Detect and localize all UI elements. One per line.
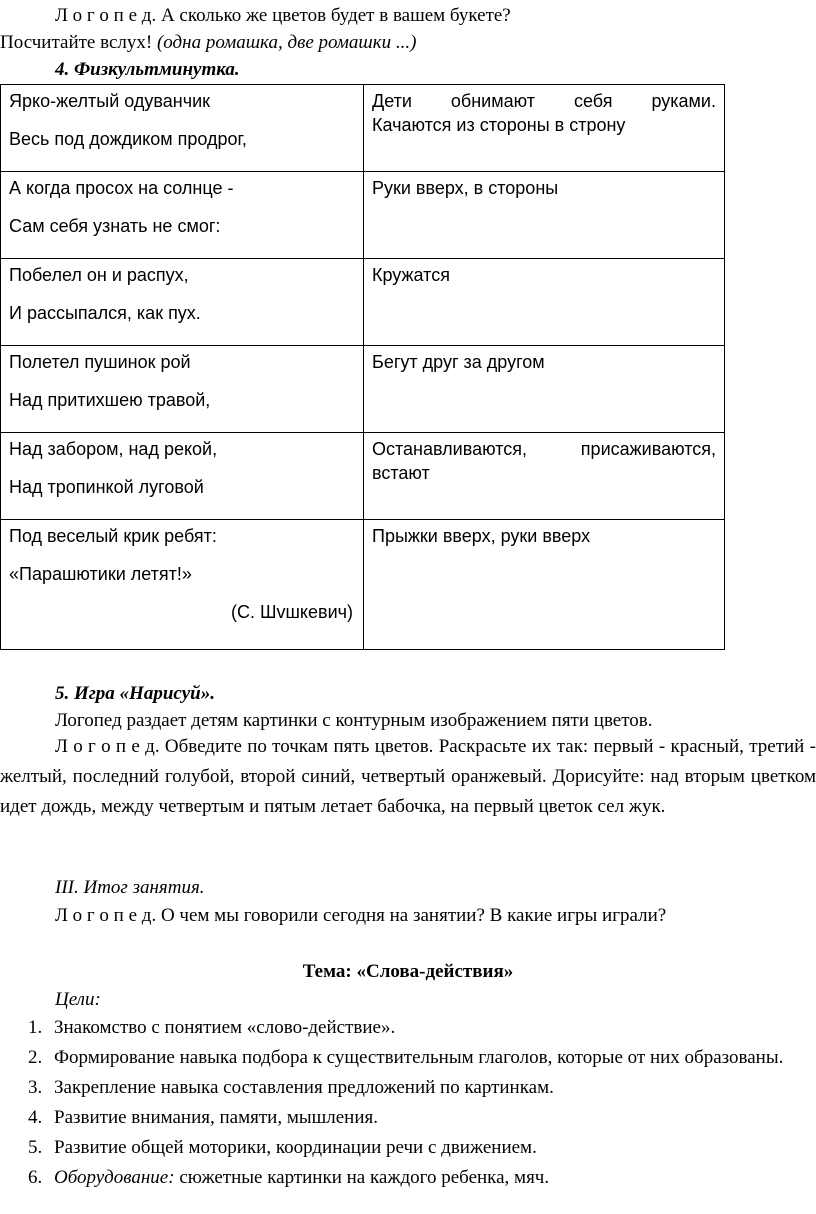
action-line: Останавливаются, присаживаются, [372, 439, 716, 459]
table-row [1, 172, 725, 259]
table-row [1, 520, 725, 650]
goal-text: Развитие общей моторики, координации речи с движением. [54, 1137, 537, 1158]
verse-line: Ярко-желтый одуванчик [9, 91, 211, 111]
goals-list [0, 1014, 816, 1191]
table-cell-action [364, 259, 725, 346]
list-item: 3. Закрепление навыка составления предложений по картинкам. [28, 1077, 554, 1098]
table-row [1, 259, 725, 346]
verse-line: Весь под дождиком продрог, [9, 129, 247, 149]
warmup-table [0, 84, 725, 650]
table-cell-verse [1, 520, 364, 650]
goal-text: Развитие внимания, памяти, мышления. [54, 1107, 379, 1128]
action-line: встают [372, 463, 430, 483]
goal-text: Закрепление навыка составления предложений по картинкам. [54, 1077, 554, 1098]
equipment-text: сюжетные картинки на каждого ребенка, мяч. [174, 1167, 550, 1188]
verse-line: А когда просох на солнце - [9, 178, 234, 198]
poem-author: (С. Шvшкевич) [230, 602, 353, 622]
action-line: Бегут друг за другом [372, 352, 545, 372]
summary-question: Л о г о п е д. О чем мы говорили сегодня на занятии? В какие игры играли? [55, 905, 667, 926]
intro-line: Л о г о п е д. А сколько же цветов будет в вашем букете? [55, 5, 511, 26]
table-cell-verse [1, 346, 364, 433]
table-cell-action [364, 85, 725, 172]
table-row [1, 346, 725, 433]
table-cell-action [364, 520, 725, 650]
table-row [1, 85, 725, 172]
equipment-label: Оборудование: [54, 1167, 175, 1188]
game-instruction: Л о г о п е д. Обведите по точкам пять цветов. Раскрасьте их так: первый - красный, третий - желтый, последний голубой, второй синий, четвертый оранжевый. Дорисуйте: над вторым цветком идет дождь, между четвертым и пятым летает бабочка, на первый цветок сел жук. [0, 736, 816, 817]
count-example: (одна ромашка, две ромашки ...) [156, 32, 417, 53]
section-heading-warmup: 4. Физкультминутка. [55, 59, 240, 80]
action-line: Руки вверх, в стороны [372, 178, 559, 198]
table-cell-verse [1, 172, 364, 259]
verse-line: Над забором, над рекой, [9, 439, 218, 459]
intro-count-line [0, 31, 416, 55]
goals-label: Цели: [55, 989, 101, 1010]
table-row [1, 433, 725, 520]
verse-line: Над притихшею травой, [9, 390, 211, 410]
verse-line: Под веселый крик ребят: [9, 526, 217, 546]
list-item: 1. Знакомство с понятием «слово-действие». [28, 1017, 396, 1038]
table-cell-verse [1, 433, 364, 520]
action-line: Дети обнимают себя руками. [372, 91, 716, 111]
verse-line: Побелел он и распух, [9, 265, 189, 285]
list-item: 6. Оборудование: сюжетные картинки на каждого ребенка, мяч. [28, 1167, 550, 1188]
list-item: 2. Формирование навыка подбора к существительным глаголов, которые от них образованы. [28, 1047, 784, 1068]
verse-line: Полетел пушинок рой [9, 352, 191, 372]
verse-line: Сам себя узнать не смог: [9, 216, 221, 236]
count-instruction: Посчитайте вслух! [0, 32, 157, 53]
verse-line: «Парашютики летят!» [9, 564, 192, 584]
table-cell-verse [1, 259, 364, 346]
verse-line: И рассыпался, как пух. [9, 303, 201, 323]
list-item: 4. Развитие внимания, памяти, мышления. [28, 1107, 379, 1128]
action-line: Кружатся [372, 265, 450, 285]
goal-text: Знакомство с понятием «слово-действие». [54, 1017, 396, 1038]
verse-line: Над тропинкой луговой [9, 477, 204, 497]
section-heading-summary: III. Итог занятия. [55, 877, 205, 898]
table-cell-action [364, 346, 725, 433]
topic-title: Тема: «Слова-действия» [302, 961, 514, 982]
section-heading-game: 5. Игра «Нарисуй». [55, 683, 215, 704]
game-description: Логопед раздает детям картинки с контурным изображением пяти цветов. [55, 710, 653, 731]
table-cell-verse [1, 85, 364, 172]
list-item: 5. Развитие общей моторики, координации речи с движением. [28, 1137, 537, 1158]
action-line: Прыжки вверх, руки вверх [372, 526, 591, 546]
goal-text: Формирование навыка подбора к существительным глаголов, которые от них образованы. [54, 1047, 784, 1068]
table-cell-action [364, 433, 725, 520]
action-line: Качаются из стороны в строну [372, 115, 626, 135]
table-cell-action [364, 172, 725, 259]
